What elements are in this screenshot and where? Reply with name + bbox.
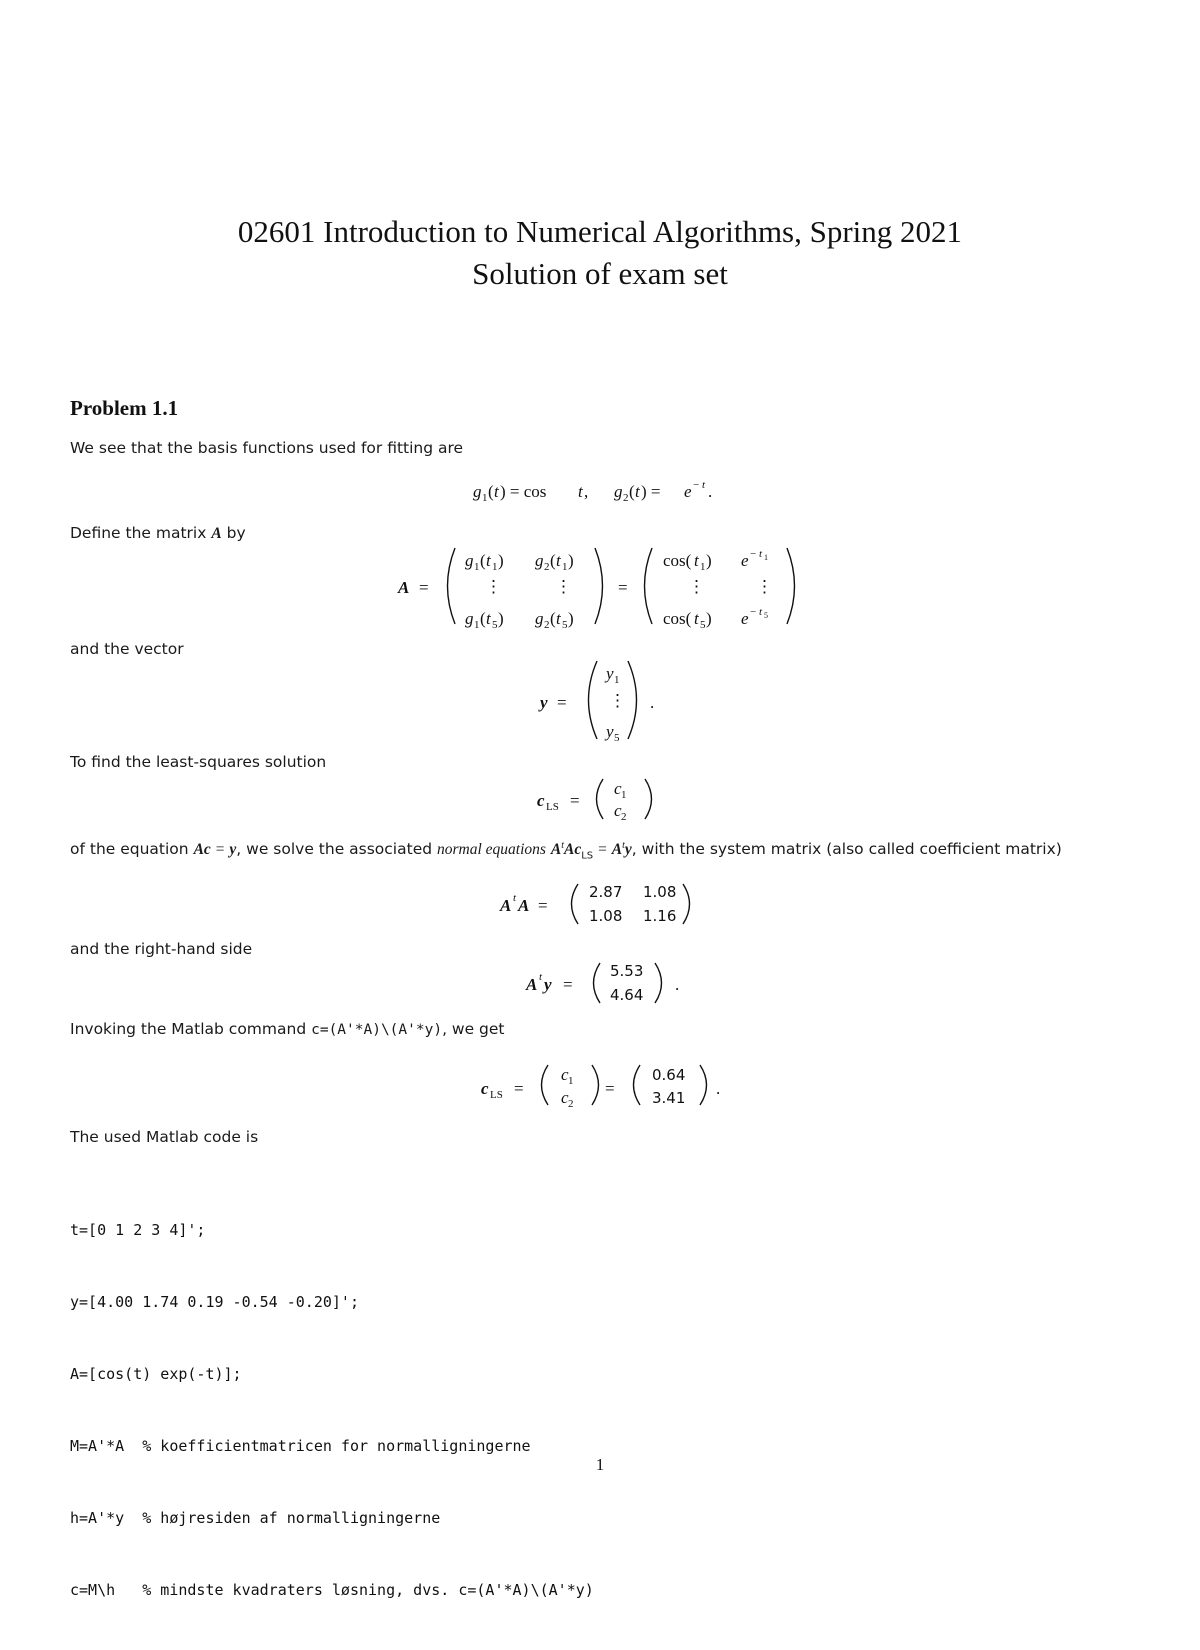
svg-text:LS: LS: [490, 1089, 503, 1101]
svg-text:): ): [498, 551, 504, 570]
svg-text:t: t: [494, 482, 499, 501]
svg-text:5: 5: [492, 619, 498, 631]
invoke-text-end: , we get: [442, 1020, 505, 1038]
svg-text:1: 1: [492, 561, 498, 573]
svg-text:g: g: [535, 609, 544, 628]
matlab-code-block: [70, 1170, 594, 1650]
svg-text:,: ,: [584, 482, 589, 501]
page-number: 1: [595, 1455, 605, 1474]
svg-text:.: .: [716, 1079, 721, 1098]
svg-text:c: c: [561, 1065, 569, 1084]
svg-text:⋮: ⋮: [688, 577, 705, 596]
svg-text:) =: ) =: [641, 482, 661, 501]
svg-text:c: c: [481, 1079, 489, 1098]
normal-equations-term: normal equations: [437, 841, 546, 859]
svg-text:2: 2: [621, 811, 627, 823]
svg-text:t: t: [694, 609, 699, 628]
code-line: c=M\h % mindste kvadraters løsning, dvs. c=(A'*A)\(A'*y): [70, 1581, 594, 1599]
svg-text:−: −: [750, 548, 757, 560]
para-normal-equations: of the equation Ac = y, we solve the associated normal equations $A^tAc_{LS} = A^ty$, with the system matrix (also called coefficient matrix): [70, 840, 1062, 862]
svg-text:1: 1: [474, 561, 480, 573]
svg-text:t: t: [759, 606, 763, 618]
svg-text:1: 1: [562, 561, 568, 573]
AtA-22: 1.16: [643, 907, 677, 925]
para-code-intro: The used Matlab code is: [70, 1128, 259, 1146]
cLS-result-equation: [481, 1065, 720, 1110]
Aty-1: 5.53: [610, 962, 644, 980]
svg-text:e: e: [741, 609, 749, 628]
svg-text:y: y: [606, 664, 614, 683]
basis-equation: [473, 479, 712, 504]
define-text-end: by: [226, 524, 246, 542]
svg-text:.: .: [650, 693, 655, 712]
svg-text:A: A: [500, 896, 512, 915]
svg-text:⋮: ⋮: [555, 577, 572, 596]
invoke-text: Invoking the Matlab command: [70, 1020, 307, 1038]
para-vector: and the vector: [70, 640, 184, 658]
svg-text:5: 5: [764, 611, 768, 620]
svg-text:y: y: [544, 975, 552, 994]
svg-text:g: g: [473, 482, 482, 501]
svg-text:c: c: [614, 779, 622, 798]
svg-text:−: −: [750, 606, 757, 618]
svg-text:1: 1: [621, 789, 627, 801]
svg-text:): ): [568, 551, 574, 570]
svg-text:A: A: [518, 896, 530, 915]
svg-text:5: 5: [700, 619, 706, 631]
svg-text:⋮: ⋮: [609, 691, 626, 710]
para-least-squares: To find the least-squares solution: [70, 753, 327, 771]
eq-text-a: of the equation: [70, 840, 189, 859]
code-line: t=[0 1 2 3 4]';: [70, 1221, 206, 1239]
svg-text:=: =: [570, 791, 580, 810]
para-invoke: [70, 1020, 505, 1038]
cLS-definition-equation: [537, 779, 652, 823]
AtA-equation: [499, 883, 690, 925]
svg-text:⋮: ⋮: [756, 577, 773, 596]
svg-text:t: t: [556, 609, 561, 628]
cLS-value-2: 3.41: [652, 1089, 686, 1107]
define-symbol: A: [211, 525, 222, 542]
code-line: A=[cos(t) exp(-t)];: [70, 1365, 242, 1383]
svg-text:): ): [706, 609, 712, 628]
code-line: y=[4.00 1.74 0.19 -0.54 -0.20]';: [70, 1293, 359, 1311]
svg-text:e: e: [741, 551, 749, 570]
svg-text:y: y: [540, 693, 548, 712]
svg-text:g: g: [535, 551, 544, 570]
svg-text:(: (: [480, 609, 486, 628]
svg-text:t: t: [702, 479, 706, 491]
svg-text:g: g: [614, 482, 623, 501]
svg-text:t: t: [694, 551, 699, 570]
eq-text-b: , we solve the associated: [236, 840, 433, 859]
AtA-11: 2.87: [589, 883, 623, 901]
code-line: M=A'*A % koefficientmatricen for normalligningerne: [70, 1437, 531, 1455]
svg-text:(: (: [488, 482, 494, 501]
svg-text:2: 2: [623, 492, 629, 504]
vector-y-equation: [538, 661, 654, 744]
para-basis: We see that the basis functions used for fitting are: [70, 439, 464, 457]
AtA-21: 1.08: [589, 907, 623, 925]
svg-text:c: c: [561, 1088, 569, 1107]
svg-text:t: t: [556, 551, 561, 570]
svg-text:=: =: [618, 578, 628, 597]
svg-text:.: .: [708, 482, 713, 501]
svg-text:): ): [706, 551, 712, 570]
svg-text:c: c: [614, 801, 622, 820]
eq-text-c: , with the system matrix (also called coefficient matrix): [631, 840, 1062, 859]
svg-text:A: A: [526, 975, 538, 994]
svg-text:−: −: [693, 479, 700, 491]
document-subtitle: Solution of exam set: [472, 256, 728, 291]
para-rhs: and the right-hand side: [70, 940, 253, 958]
svg-text:5: 5: [562, 619, 568, 631]
svg-text:=: =: [605, 1079, 615, 1098]
svg-text:LS: LS: [546, 801, 559, 813]
svg-text:1: 1: [474, 619, 480, 631]
svg-text:.: .: [675, 975, 680, 994]
svg-text:cos(: cos(: [663, 609, 692, 628]
svg-text:t: t: [486, 551, 491, 570]
svg-text:c: c: [537, 791, 545, 810]
svg-text:t: t: [578, 482, 583, 501]
Aty-equation: [525, 962, 679, 1004]
svg-text:): ): [568, 609, 574, 628]
svg-text:(: (: [480, 551, 486, 570]
svg-text:(: (: [629, 482, 635, 501]
svg-text:1: 1: [568, 1075, 574, 1087]
svg-text:) = cos: ) = cos: [500, 482, 547, 501]
svg-text:cos(: cos(: [663, 551, 692, 570]
svg-text:2: 2: [544, 619, 550, 631]
svg-text:y: y: [606, 722, 614, 741]
svg-text:): ): [498, 609, 504, 628]
svg-text:t: t: [759, 548, 763, 560]
svg-text:2: 2: [568, 1098, 574, 1110]
AtA-12: 1.08: [643, 883, 677, 901]
svg-text:=: =: [419, 578, 429, 597]
define-text: Define the matrix: [70, 524, 207, 542]
para-define: [70, 524, 246, 543]
svg-text:e: e: [684, 482, 692, 501]
Aty-2: 4.64: [610, 986, 644, 1004]
svg-text:2: 2: [544, 561, 550, 573]
matrix-A-equation: [397, 548, 795, 631]
svg-text:5: 5: [614, 732, 620, 744]
svg-text:t: t: [539, 971, 543, 983]
svg-text:g: g: [465, 551, 474, 570]
svg-text:1: 1: [614, 674, 620, 686]
svg-text:=: =: [563, 975, 573, 994]
svg-text:1: 1: [764, 553, 768, 562]
svg-text:(: (: [550, 609, 556, 628]
svg-text:t: t: [513, 892, 517, 904]
svg-text:t: t: [635, 482, 640, 501]
svg-text:=: =: [538, 896, 548, 915]
svg-text:1: 1: [482, 492, 488, 504]
problem-heading: Problem 1.1: [70, 396, 179, 420]
svg-text:g: g: [465, 609, 474, 628]
svg-text:1: 1: [700, 561, 706, 573]
svg-text:=: =: [557, 693, 567, 712]
svg-text:=: =: [514, 1079, 524, 1098]
code-line: h=A'*y % højresiden af normalligningerne: [70, 1509, 441, 1527]
svg-text:⋮: ⋮: [485, 577, 502, 596]
svg-text:A: A: [398, 578, 410, 597]
document-title: 02601 Introduction to Numerical Algorithms, Spring 2021: [237, 214, 963, 249]
matlab-command: c=(A'*A)\(A'*y): [311, 1022, 443, 1038]
svg-text:t: t: [486, 609, 491, 628]
cLS-value-1: 0.64: [652, 1066, 686, 1084]
svg-text:(: (: [550, 551, 556, 570]
